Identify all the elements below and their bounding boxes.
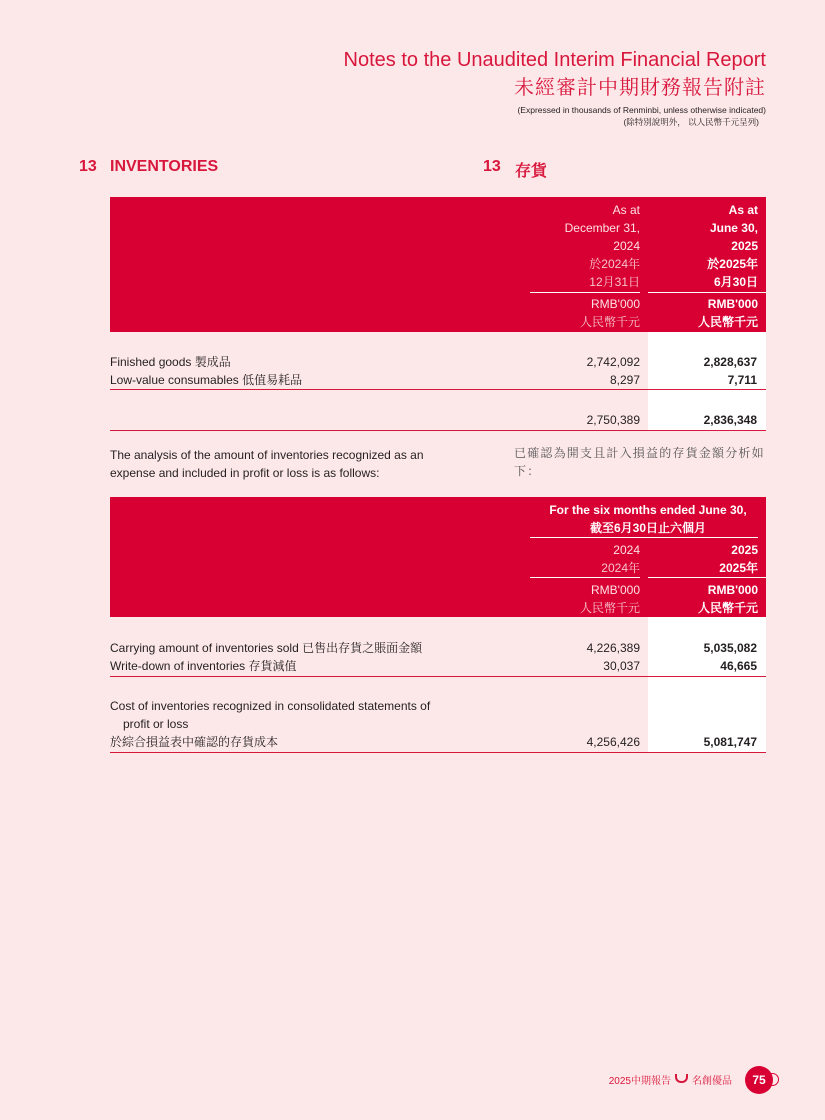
table2-total-rule bbox=[110, 752, 766, 753]
section-number-en: 13 bbox=[79, 158, 97, 175]
table1-total-row bbox=[110, 412, 766, 428]
table-row bbox=[110, 640, 766, 656]
table1-col2025-unit: RMB'000 人民幣千元 bbox=[697, 297, 758, 329]
brand-logo-icon bbox=[675, 1074, 688, 1083]
total-2024: 4,256,426 bbox=[586, 735, 640, 749]
total-2025: 5,081,747 bbox=[703, 735, 757, 749]
value-2025: 2,828,637 bbox=[703, 355, 757, 369]
table2-col2024-unit: RMB'000 人民幣千元 bbox=[579, 583, 640, 615]
row-label: Carrying amount of inventories sold 已售出存貨之賬面金額 bbox=[110, 641, 423, 655]
footer-report-title: 2025中期報告 名創優品 bbox=[608, 1076, 732, 1087]
analysis-text-en: The analysis of the amount of inventories recognized as an expense and included in profit or loss is as follows: bbox=[110, 448, 424, 480]
table2-period-header: For the six months ended June 30, 截至6月30日止六個月 bbox=[549, 503, 747, 535]
table1-total-rule bbox=[110, 430, 766, 431]
value-2025: 7,711 bbox=[727, 373, 757, 387]
currency-note-zh: (除特別說明外， 以人民幣千元呈列) bbox=[623, 117, 759, 127]
table2-period-rule bbox=[530, 537, 758, 538]
table1-col2024-unit: RMB'000 人民幣千元 bbox=[579, 297, 640, 329]
total-2024: 2,750,389 bbox=[586, 413, 640, 427]
table2-total-label-line2: profit or loss bbox=[123, 717, 189, 731]
table2-col2024-header: 2024 2024年 bbox=[601, 543, 640, 575]
table2-col2024-rule bbox=[530, 577, 640, 578]
page-header-title-en: Notes to the Unaudited Interim Financial Report bbox=[343, 49, 766, 71]
table-row bbox=[110, 658, 766, 674]
value-2024: 8,297 bbox=[609, 373, 640, 387]
table2-total-label-line1: Cost of inventories recognized in consolidated statements of bbox=[110, 699, 431, 713]
analysis-text-zh: 已確認為開支且計入損益的存貨金額分析如下： bbox=[514, 446, 765, 478]
table-row bbox=[110, 354, 766, 370]
page-header-title-zh: 未經審計中期財務報告附註 bbox=[514, 77, 766, 99]
table1-col2024-header: As at December 31, 2024 於2024年 12月31日 bbox=[564, 203, 640, 289]
table2-col2025-header: 2025 2025年 bbox=[719, 543, 758, 575]
table1-col2024-rule bbox=[530, 292, 640, 293]
value-2024: 4,226,389 bbox=[586, 641, 640, 655]
page-number: 75 bbox=[745, 1066, 773, 1094]
section-title-en: INVENTORIES bbox=[110, 158, 219, 175]
table1-subtotal-rule bbox=[110, 389, 766, 390]
value-2025: 5,035,082 bbox=[703, 641, 757, 655]
row-label: Low-value consumables 低值易耗品 bbox=[110, 373, 303, 387]
row-label: Write-down of inventories 存貨減值 bbox=[110, 659, 297, 673]
table1-col2025-rule bbox=[648, 292, 766, 293]
value-2024: 2,742,092 bbox=[586, 355, 640, 369]
table-row bbox=[110, 372, 766, 388]
row-label: 於綜合損益表中確認的存貨成本 bbox=[110, 735, 279, 749]
table1-col2025-header: As at June 30, 2025 於2025年 6月30日 bbox=[707, 203, 758, 289]
section-title-zh: 存貨 bbox=[515, 163, 548, 180]
value-2024: 30,037 bbox=[603, 659, 640, 673]
section-number-zh: 13 bbox=[483, 158, 501, 175]
row-label: Finished goods 製成品 bbox=[110, 355, 231, 369]
table2-col2025-rule bbox=[648, 577, 766, 578]
table2-subtotal-rule bbox=[110, 676, 766, 677]
currency-note-en: (Expressed in thousands of Renminbi, unless otherwise indicated) bbox=[517, 105, 766, 115]
table2-col2025-unit: RMB'000 人民幣千元 bbox=[697, 583, 758, 615]
table2-total-row bbox=[110, 734, 766, 750]
total-2025: 2,836,348 bbox=[703, 413, 757, 427]
value-2025: 46,665 bbox=[720, 659, 757, 673]
